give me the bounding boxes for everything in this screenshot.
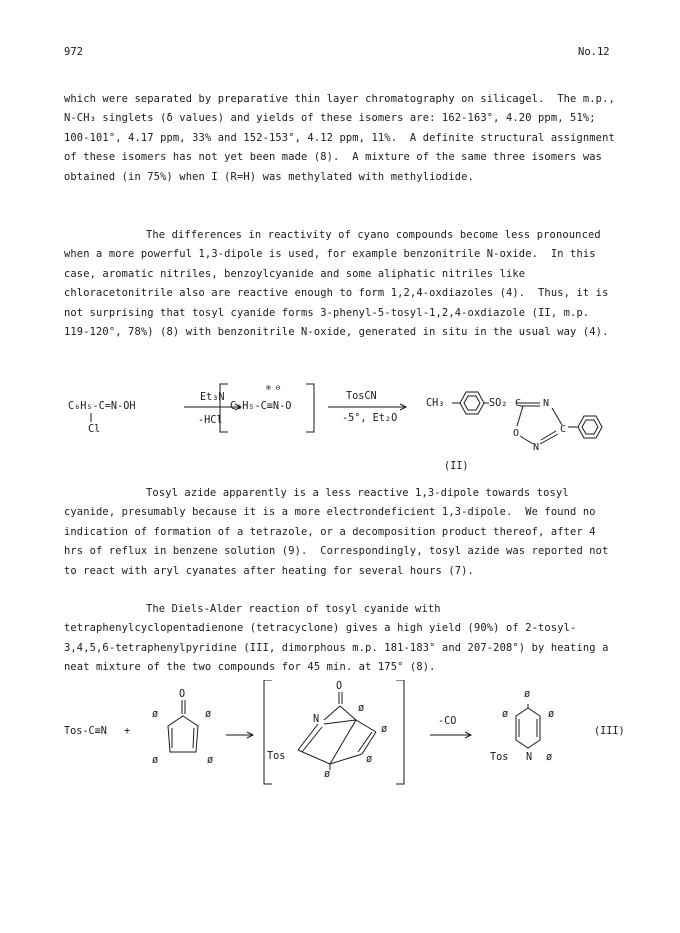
phenyl-label: ø [524, 689, 531, 700]
product-carbon-c5: C [515, 398, 522, 409]
product-sulfonyl: SO₂ [489, 398, 508, 409]
start-chloro: Cl [88, 424, 101, 435]
adduct-tosyl: Tos [267, 751, 286, 762]
tetracyclone-oxygen: O [179, 689, 186, 700]
phenyl-label: ø [502, 709, 509, 720]
paragraph-isomers: which were separated by preparative thin layer chromatography on silicagel. The m.p., N-CH₃ singlets (δ values) and yields of these isomers are: 162-163°, 4.20 ppm, 51%; 100-101°, 4.17 ppm, 33% and 152-153°, 4.12 ppm, 11%. A definite structural assignment of these isomers has not yet been made (8). A mixture of the same three isomers was obtained (in 75%) when I (R=H) was methylated with methyliodide. [64, 93, 622, 183]
scheme-diels-alder [0, 680, 680, 792]
product-oxygen-o1: O [513, 428, 520, 439]
journal-issue: No.12 [578, 46, 610, 58]
product-nitrogen-n4: N [543, 398, 550, 409]
phenyl-label: ø [358, 703, 365, 714]
reagent-toscn: TosCN [346, 391, 377, 402]
product-nitrogen-n2: N [533, 442, 540, 453]
phenyl-label: ø [548, 709, 555, 720]
reagent-hcl: -HCl [198, 415, 223, 426]
phenyl-label: ø [324, 769, 331, 780]
phenyl-label: ø [546, 752, 553, 763]
adduct-oxygen: O [336, 681, 343, 692]
phenyl-label: ø [152, 709, 159, 720]
product-methyl: CH₃ [426, 398, 445, 409]
reactant-tosyl-cyanide: Tos-C≡N [64, 726, 107, 737]
paragraph-tosyl-azide: Tosyl azide apparently is a less reactive 1,3-dipole towards tosyl cyanide, presumably because it is a more electrondeficient 1,3-dipole. We found no indication of formation of a tetrazole, or a decomposition product thereof, after 4 hrs of reflux in benzene solution (9). Correspondingly, tosyl azide was reported not to react with aryl cyanates after heating for several hours (7). [64, 487, 615, 577]
product-label-ii: (II) [444, 461, 469, 472]
reagent-conditions: -5°, Et₂O [342, 413, 398, 424]
product-carbon-c3: C [560, 424, 567, 435]
product-label-iii: (III) [594, 726, 625, 737]
phenyl-label: ø [366, 754, 373, 765]
scheme-oxdiazole [0, 382, 680, 484]
intermediate-charges: ⊕ ⊖ [266, 383, 281, 392]
plus-sign: + [124, 726, 131, 737]
phenyl-label: ø [381, 724, 388, 735]
pyridine-nitrogen: N [526, 752, 533, 763]
page-number: 972 [64, 46, 83, 58]
paragraph-diels-alder: The Diels-Alder reaction of tosyl cyanide with tetraphenylcyclopentadienone (tetracyclone) gives a high yield (90%) of 2-tosyl-3,4,5,6-tetraphenylpyridine (III, dimorphous m.p. 181-183° and 207-208°) by heating a neat mixture of the two compounds for 45 min. at 175° (8). [64, 603, 615, 674]
phenyl-label: ø [207, 755, 214, 766]
pyridine-tosyl: Tos [490, 752, 509, 763]
adduct-nitrogen: N [313, 714, 320, 725]
reagent-et3n: Et₃N [200, 392, 225, 403]
paragraph-reactivity: The differences in reactivity of cyano compounds become less pronounced when a more powerful 1,3-dipole is used, for example benzonitrile N-oxide. In this case, aromatic nitriles, benzoylcyanide and some aliphatic nitriles like chloracetonitrile also are reactive enough to form 1,2,4-oxdiazoles (4). Thus, it is not surprising that tosyl cyanide forms 3-phenyl-5-tosyl-1,2,4-oxdiazole (II, m.p. 119-120°, 78%) (8) with benzonitrile N-oxide, generated in situ in the usual way (4). [64, 229, 615, 339]
phenyl-label: ø [205, 709, 212, 720]
intermediate-nitrile-oxide: C₆H₅-C≡N-O [230, 401, 292, 412]
loss-of-co: -CO [438, 716, 457, 727]
phenyl-label: ø [152, 755, 159, 766]
start-oxime: C₆H₅-C=N-OH [68, 401, 136, 412]
